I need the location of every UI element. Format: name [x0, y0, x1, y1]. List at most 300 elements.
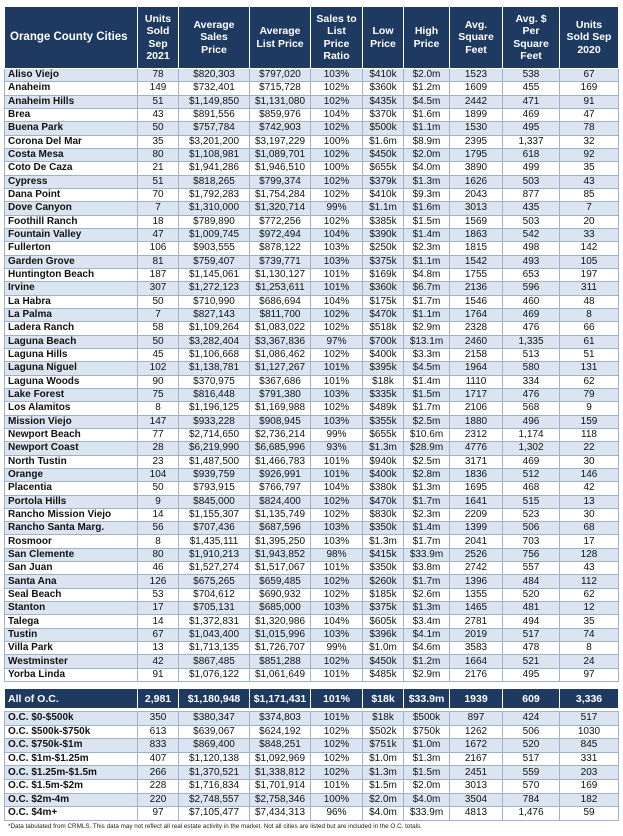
avg-list-price-cell: $824,400	[250, 495, 311, 508]
units-sold-2020-cell: 20	[560, 215, 619, 228]
units-sold-2020-cell: 8	[560, 308, 619, 321]
units-sold-2021-cell: 53	[138, 588, 179, 601]
city-name-cell: Huntington Beach	[5, 268, 138, 281]
units-sold-2021-cell: 307	[138, 282, 179, 295]
low-price-cell: $1.6m	[363, 135, 404, 148]
avg-square-feet-cell: 1664	[450, 655, 503, 668]
price-range-row	[5, 766, 619, 780]
avg-price-per-sqft-cell: 503	[503, 175, 560, 188]
table-row	[5, 308, 619, 321]
units-sold-2020-cell: 97	[560, 668, 619, 681]
sales-to-list-ratio-cell: 102%	[311, 175, 363, 188]
units-sold-2020-cell: 146	[560, 468, 619, 481]
units-sold-2021-cell: 8	[138, 535, 179, 548]
high-price-cell: $1.1m	[404, 255, 450, 268]
table-row	[5, 655, 619, 668]
table-row	[5, 175, 619, 188]
avg-square-feet-cell: 1964	[450, 362, 503, 375]
avg-square-feet-cell: 1110	[450, 375, 503, 388]
units-sold-2021-cell: 50	[138, 482, 179, 495]
high-price-cell: $1.5m	[404, 766, 450, 780]
high-price-cell: $3.3m	[404, 348, 450, 361]
avg-list-price-cell: $1,130,127	[250, 268, 311, 281]
high-price-cell: $1.3m	[404, 175, 450, 188]
units-sold-2021-cell: 81	[138, 255, 179, 268]
avg-sales-price-cell: $1,149,850	[179, 95, 250, 108]
low-price-cell: $169k	[363, 268, 404, 281]
low-price-cell: $175k	[363, 295, 404, 308]
avg-list-price-cell: $1,946,510	[250, 162, 311, 175]
table-row	[5, 428, 619, 441]
high-price-cell: $1.7m	[404, 575, 450, 588]
avg-sales-price-cell: $827,143	[179, 308, 250, 321]
avg-sales-price-cell: $1,941,286	[179, 162, 250, 175]
units-sold-2020-cell: 3,336	[560, 689, 619, 709]
avg-price-per-sqft-cell: 471	[503, 95, 560, 108]
avg-sales-price-cell: $1,108,981	[179, 148, 250, 161]
table-row	[5, 495, 619, 508]
low-price-cell: $1.0m	[363, 752, 404, 766]
high-price-cell: $750k	[404, 725, 450, 739]
avg-square-feet-cell: 1880	[450, 415, 503, 428]
high-price-cell: $2.9m	[404, 668, 450, 681]
units-sold-2020-cell: 74	[560, 628, 619, 641]
city-name-cell: Orange	[5, 468, 138, 481]
city-name-cell: Mission Viejo	[5, 415, 138, 428]
high-price-cell: $1.3m	[404, 602, 450, 615]
high-price-cell: $2.3m	[404, 242, 450, 255]
avg-price-per-sqft-cell: 596	[503, 282, 560, 295]
units-sold-2021-cell: 80	[138, 548, 179, 561]
high-price-cell: $1.4m	[404, 522, 450, 535]
avg-price-per-sqft-cell: 520	[503, 588, 560, 601]
avg-sales-price-cell: $1,109,264	[179, 322, 250, 335]
avg-square-feet-cell: 1695	[450, 482, 503, 495]
avg-price-per-sqft-cell: 495	[503, 122, 560, 135]
units-sold-2021-cell: 28	[138, 442, 179, 455]
avg-sales-price-cell: $891,556	[179, 108, 250, 121]
sales-to-list-ratio-cell: 104%	[311, 295, 363, 308]
low-price-cell: $435k	[363, 95, 404, 108]
avg-price-per-sqft-cell: 557	[503, 562, 560, 575]
low-price-cell: $485k	[363, 668, 404, 681]
units-sold-2021-cell: 45	[138, 348, 179, 361]
units-sold-2021-cell: 21	[138, 162, 179, 175]
avg-price-per-sqft-cell: 499	[503, 162, 560, 175]
units-sold-2021-cell: 77	[138, 428, 179, 441]
table-row	[5, 548, 619, 561]
units-sold-2021-cell: 7	[138, 202, 179, 215]
avg-sales-price-cell: $1,272,123	[179, 282, 250, 295]
sales-to-list-ratio-cell: 98%	[311, 548, 363, 561]
sales-to-list-ratio-cell: 102%	[311, 508, 363, 521]
units-sold-2020-cell: 85	[560, 188, 619, 201]
units-sold-2021-cell: 407	[138, 752, 179, 766]
avg-sales-price-cell: $1,910,213	[179, 548, 250, 561]
sales-to-list-ratio-cell: 102%	[311, 495, 363, 508]
avg-sales-price-cell: $1,792,283	[179, 188, 250, 201]
avg-list-price-cell: $367,686	[250, 375, 311, 388]
low-price-cell: $335k	[363, 388, 404, 401]
avg-list-price-cell: $6,685,996	[250, 442, 311, 455]
low-price-cell: $375k	[363, 602, 404, 615]
avg-list-price-cell: $1,061,649	[250, 668, 311, 681]
high-price-cell: $3.4m	[404, 615, 450, 628]
avg-price-per-sqft-cell: 498	[503, 242, 560, 255]
avg-sales-price-cell: $818,265	[179, 175, 250, 188]
avg-sales-price-cell: $789,890	[179, 215, 250, 228]
city-name-cell: Rosmoor	[5, 535, 138, 548]
avg-price-per-sqft-cell: 570	[503, 779, 560, 793]
avg-price-per-sqft-cell: 559	[503, 766, 560, 780]
city-name-cell: San Clemente	[5, 548, 138, 561]
units-sold-2020-cell: 68	[560, 522, 619, 535]
table-row	[5, 442, 619, 455]
units-sold-2021-cell: 97	[138, 807, 179, 821]
low-price-cell: $355k	[363, 415, 404, 428]
avg-list-price-cell: $972,494	[250, 228, 311, 241]
city-name-cell: Lake Forest	[5, 388, 138, 401]
table-row	[5, 615, 619, 628]
avg-list-price-cell: $1,320,986	[250, 615, 311, 628]
table-row	[5, 82, 619, 95]
units-sold-2020-cell: 169	[560, 82, 619, 95]
units-sold-2020-cell: 92	[560, 148, 619, 161]
avg-sales-price-cell: $1,155,307	[179, 508, 250, 521]
avg-square-feet-cell: 2176	[450, 668, 503, 681]
low-price-cell: $350k	[363, 522, 404, 535]
sales-to-list-ratio-cell: 100%	[311, 793, 363, 807]
avg-price-per-sqft-cell: 494	[503, 615, 560, 628]
avg-list-price-cell: $3,197,229	[250, 135, 311, 148]
units-sold-2020-cell: 43	[560, 175, 619, 188]
city-name-cell: Costa Mesa	[5, 148, 138, 161]
sales-to-list-ratio-cell: 97%	[311, 335, 363, 348]
table-row	[5, 295, 619, 308]
units-sold-2021-cell: 2,981	[138, 689, 179, 709]
table-row	[5, 228, 619, 241]
units-sold-2020-cell: 845	[560, 739, 619, 753]
units-sold-2020-cell: 78	[560, 122, 619, 135]
avg-list-price-cell: $1,466,783	[250, 455, 311, 468]
price-range-row	[5, 712, 619, 726]
sales-to-list-ratio-cell: 101%	[311, 282, 363, 295]
city-name-cell: Portola Hills	[5, 495, 138, 508]
table-row	[5, 95, 619, 108]
low-price-cell: $1.1m	[363, 202, 404, 215]
high-price-cell: $500k	[404, 712, 450, 726]
avg-square-feet-cell: 1672	[450, 739, 503, 753]
avg-square-feet-cell: 2106	[450, 402, 503, 415]
units-sold-2020-cell: 32	[560, 135, 619, 148]
avg-price-per-sqft-cell: 460	[503, 295, 560, 308]
sales-to-list-ratio-cell: 100%	[311, 135, 363, 148]
city-name-cell: Villa Park	[5, 642, 138, 655]
sales-to-list-ratio-cell: 102%	[311, 82, 363, 95]
units-sold-2021-cell: 23	[138, 455, 179, 468]
units-sold-2021-cell: 126	[138, 575, 179, 588]
avg-price-per-sqft-cell: 503	[503, 215, 560, 228]
low-price-cell: $260k	[363, 575, 404, 588]
high-price-cell: $1.5m	[404, 215, 450, 228]
units-sold-2020-cell: 1030	[560, 725, 619, 739]
avg-sales-price-cell: $1,370,521	[179, 766, 250, 780]
city-name-cell: Placentia	[5, 482, 138, 495]
units-sold-2020-cell: 62	[560, 588, 619, 601]
avg-square-feet-cell: 1899	[450, 108, 503, 121]
low-price-cell: $18k	[363, 689, 404, 709]
low-price-cell: $450k	[363, 148, 404, 161]
avg-list-price-cell: $1,754,284	[250, 188, 311, 201]
sales-to-list-ratio-cell: 104%	[311, 482, 363, 495]
avg-list-price-cell: $659,485	[250, 575, 311, 588]
avg-sales-price-cell: $3,201,200	[179, 135, 250, 148]
units-sold-2021-cell: 220	[138, 793, 179, 807]
units-sold-2021-cell: 147	[138, 415, 179, 428]
high-price-cell: $4.8m	[404, 268, 450, 281]
avg-sales-price-cell: $1,009,745	[179, 228, 250, 241]
units-sold-2020-cell: 24	[560, 655, 619, 668]
table-row	[5, 322, 619, 335]
avg-square-feet-cell: 3171	[450, 455, 503, 468]
avg-sales-price-cell: $867,485	[179, 655, 250, 668]
units-sold-2021-cell: 266	[138, 766, 179, 780]
avg-list-price-cell: $1,726,707	[250, 642, 311, 655]
avg-price-per-sqft-cell: 784	[503, 793, 560, 807]
units-sold-2021-cell: 228	[138, 779, 179, 793]
avg-square-feet-cell: 2158	[450, 348, 503, 361]
city-name-cell: Coto De Caza	[5, 162, 138, 175]
avg-price-per-sqft-cell: 1,302	[503, 442, 560, 455]
avg-list-price-cell: $690,932	[250, 588, 311, 601]
avg-list-price-cell: $859,976	[250, 108, 311, 121]
avg-list-price-cell: $851,288	[250, 655, 311, 668]
avg-price-per-sqft-cell: 568	[503, 402, 560, 415]
high-price-cell: $1.7m	[404, 495, 450, 508]
avg-list-price-cell: $1,127,267	[250, 362, 311, 375]
city-name-cell: Rancho Mission Viejo	[5, 508, 138, 521]
high-price-cell: $2.9m	[404, 322, 450, 335]
units-sold-2021-cell: 42	[138, 655, 179, 668]
sales-to-list-ratio-cell: 104%	[311, 615, 363, 628]
price-range-row	[5, 807, 619, 821]
low-price-cell: $18k	[363, 375, 404, 388]
high-price-cell: $1.7m	[404, 402, 450, 415]
avg-square-feet-cell: 3013	[450, 202, 503, 215]
avg-square-feet-cell: 1530	[450, 122, 503, 135]
sales-to-list-ratio-cell: 103%	[311, 242, 363, 255]
city-name-cell: Foothill Ranch	[5, 215, 138, 228]
avg-square-feet-cell: 1523	[450, 69, 503, 82]
avg-sales-price-cell: $1,196,125	[179, 402, 250, 415]
units-sold-2021-cell: 51	[138, 95, 179, 108]
column-header-high-price: High Price	[404, 7, 450, 69]
low-price-cell: $1.3m	[363, 442, 404, 455]
sales-to-list-ratio-cell: 102%	[311, 148, 363, 161]
avg-list-price-cell: $1,089,701	[250, 148, 311, 161]
units-sold-2020-cell: 79	[560, 388, 619, 401]
avg-square-feet-cell: 2742	[450, 562, 503, 575]
avg-list-price-cell: $374,803	[250, 712, 311, 726]
sales-to-list-ratio-cell: 101%	[311, 268, 363, 281]
avg-square-feet-cell: 3890	[450, 162, 503, 175]
units-sold-2021-cell: 91	[138, 668, 179, 681]
city-name-cell: San Juan	[5, 562, 138, 575]
table-row	[5, 602, 619, 615]
avg-price-per-sqft-cell: 493	[503, 255, 560, 268]
units-sold-2021-cell: 50	[138, 122, 179, 135]
high-price-cell: $2.0m	[404, 69, 450, 82]
units-sold-2021-cell: 80	[138, 148, 179, 161]
low-price-cell: $605k	[363, 615, 404, 628]
city-name-cell: Stanton	[5, 602, 138, 615]
table-row	[5, 482, 619, 495]
avg-square-feet-cell: 1355	[450, 588, 503, 601]
avg-sales-price-cell: $370,975	[179, 375, 250, 388]
table-row	[5, 215, 619, 228]
high-price-cell: $1.3m	[404, 752, 450, 766]
low-price-cell: $940k	[363, 455, 404, 468]
avg-sales-price-cell: $1,716,834	[179, 779, 250, 793]
city-name-cell: Fullerton	[5, 242, 138, 255]
table-row	[5, 362, 619, 375]
avg-square-feet-cell: 2209	[450, 508, 503, 521]
avg-price-per-sqft-cell: 520	[503, 739, 560, 753]
table-row	[5, 255, 619, 268]
units-sold-2021-cell: 14	[138, 615, 179, 628]
avg-list-price-cell: $1,086,462	[250, 348, 311, 361]
units-sold-2020-cell: 48	[560, 295, 619, 308]
units-sold-2021-cell: 90	[138, 375, 179, 388]
avg-sales-price-cell: $704,612	[179, 588, 250, 601]
avg-list-price-cell: $926,991	[250, 468, 311, 481]
avg-square-feet-cell: 1609	[450, 82, 503, 95]
high-price-cell: $1.7m	[404, 295, 450, 308]
city-name-cell: Talega	[5, 615, 138, 628]
price-range-row	[5, 725, 619, 739]
sales-to-list-ratio-cell: 102%	[311, 766, 363, 780]
footnote: *Data tabulated from CRMLS. This data may not reflect all real estate activity in the market. Not all cities are listed but are included in the O.C. totals.	[8, 823, 422, 830]
low-price-cell: $400k	[363, 348, 404, 361]
table-row	[5, 535, 619, 548]
low-price-cell: $830k	[363, 508, 404, 521]
avg-list-price-cell: $1,135,749	[250, 508, 311, 521]
avg-sales-price-cell: $903,555	[179, 242, 250, 255]
sales-to-list-ratio-cell: 103%	[311, 522, 363, 535]
units-sold-2020-cell: 118	[560, 428, 619, 441]
avg-price-per-sqft-cell: 538	[503, 69, 560, 82]
oc-total-table	[4, 688, 619, 709]
avg-square-feet-cell: 1641	[450, 495, 503, 508]
units-sold-2020-cell: 169	[560, 779, 619, 793]
avg-price-per-sqft-cell: 609	[503, 689, 560, 709]
avg-list-price-cell: $624,192	[250, 725, 311, 739]
sales-to-list-ratio-cell: 101%	[311, 562, 363, 575]
sales-to-list-ratio-cell: 93%	[311, 442, 363, 455]
table-row	[5, 188, 619, 201]
avg-square-feet-cell: 2019	[450, 628, 503, 641]
avg-sales-price-cell: $793,915	[179, 482, 250, 495]
sales-to-list-ratio-cell: 102%	[311, 308, 363, 321]
units-sold-2021-cell: 14	[138, 508, 179, 521]
units-sold-2020-cell: 8	[560, 642, 619, 655]
low-price-cell: $470k	[363, 495, 404, 508]
table-row	[5, 468, 619, 481]
low-price-cell: $1.3m	[363, 766, 404, 780]
city-name-cell: Rancho Santa Marg.	[5, 522, 138, 535]
avg-list-price-cell: $799,374	[250, 175, 311, 188]
avg-list-price-cell: $685,000	[250, 602, 311, 615]
sales-to-list-ratio-cell: 103%	[311, 388, 363, 401]
units-sold-2020-cell: 311	[560, 282, 619, 295]
low-price-cell: $380k	[363, 482, 404, 495]
sales-to-list-ratio-cell: 104%	[311, 228, 363, 241]
avg-square-feet-cell: 1764	[450, 308, 503, 321]
table-row	[5, 135, 619, 148]
city-name-cell: North Tustin	[5, 455, 138, 468]
avg-sales-price-cell: $1,043,400	[179, 628, 250, 641]
low-price-cell: $410k	[363, 69, 404, 82]
avg-sales-price-cell: $1,527,274	[179, 562, 250, 575]
units-sold-2021-cell: 51	[138, 175, 179, 188]
table-row	[5, 588, 619, 601]
units-sold-2020-cell: 203	[560, 766, 619, 780]
avg-square-feet-cell: 2442	[450, 95, 503, 108]
avg-sales-price-cell: $845,000	[179, 495, 250, 508]
avg-sales-price-cell: $933,228	[179, 415, 250, 428]
high-price-cell: $4.0m	[404, 793, 450, 807]
high-price-cell: $1.4m	[404, 228, 450, 241]
sales-to-list-ratio-cell: 101%	[311, 712, 363, 726]
low-price-cell: $1.0m	[363, 642, 404, 655]
avg-list-price-cell: $791,380	[250, 388, 311, 401]
avg-price-per-sqft-cell: 521	[503, 655, 560, 668]
units-sold-2021-cell: 350	[138, 712, 179, 726]
avg-list-price-cell: $1,701,914	[250, 779, 311, 793]
avg-price-per-sqft-cell: 468	[503, 482, 560, 495]
sales-to-list-ratio-cell: 103%	[311, 535, 363, 548]
sales-to-list-ratio-cell: 102%	[311, 215, 363, 228]
avg-price-per-sqft-cell: 455	[503, 82, 560, 95]
avg-price-per-sqft-cell: 653	[503, 268, 560, 281]
high-price-cell: $1.3m	[404, 482, 450, 495]
avg-price-per-sqft-cell: 513	[503, 348, 560, 361]
table-row	[5, 522, 619, 535]
avg-sales-price-cell: $1,310,000	[179, 202, 250, 215]
avg-sales-price-cell: $1,435,111	[179, 535, 250, 548]
avg-square-feet-cell: 4776	[450, 442, 503, 455]
avg-price-per-sqft-cell: 469	[503, 308, 560, 321]
avg-list-price-cell: $687,596	[250, 522, 311, 535]
sales-to-list-ratio-cell: 102%	[311, 655, 363, 668]
city-name-cell: Anaheim	[5, 82, 138, 95]
city-name-cell: Seal Beach	[5, 588, 138, 601]
sales-to-list-ratio-cell: 96%	[311, 807, 363, 821]
low-price-cell: $655k	[363, 428, 404, 441]
avg-sales-price-cell: $707,436	[179, 522, 250, 535]
sales-to-list-ratio-cell: 101%	[311, 362, 363, 375]
units-sold-2020-cell: 51	[560, 348, 619, 361]
avg-price-per-sqft-cell: 496	[503, 415, 560, 428]
price-range-row	[5, 779, 619, 793]
avg-price-per-sqft-cell: 506	[503, 725, 560, 739]
units-sold-2020-cell: 112	[560, 575, 619, 588]
sales-to-list-ratio-cell: 102%	[311, 122, 363, 135]
low-price-cell: $185k	[363, 588, 404, 601]
units-sold-2021-cell: 43	[138, 108, 179, 121]
high-price-cell: $28.9m	[404, 442, 450, 455]
avg-list-price-cell: $1,320,714	[250, 202, 311, 215]
